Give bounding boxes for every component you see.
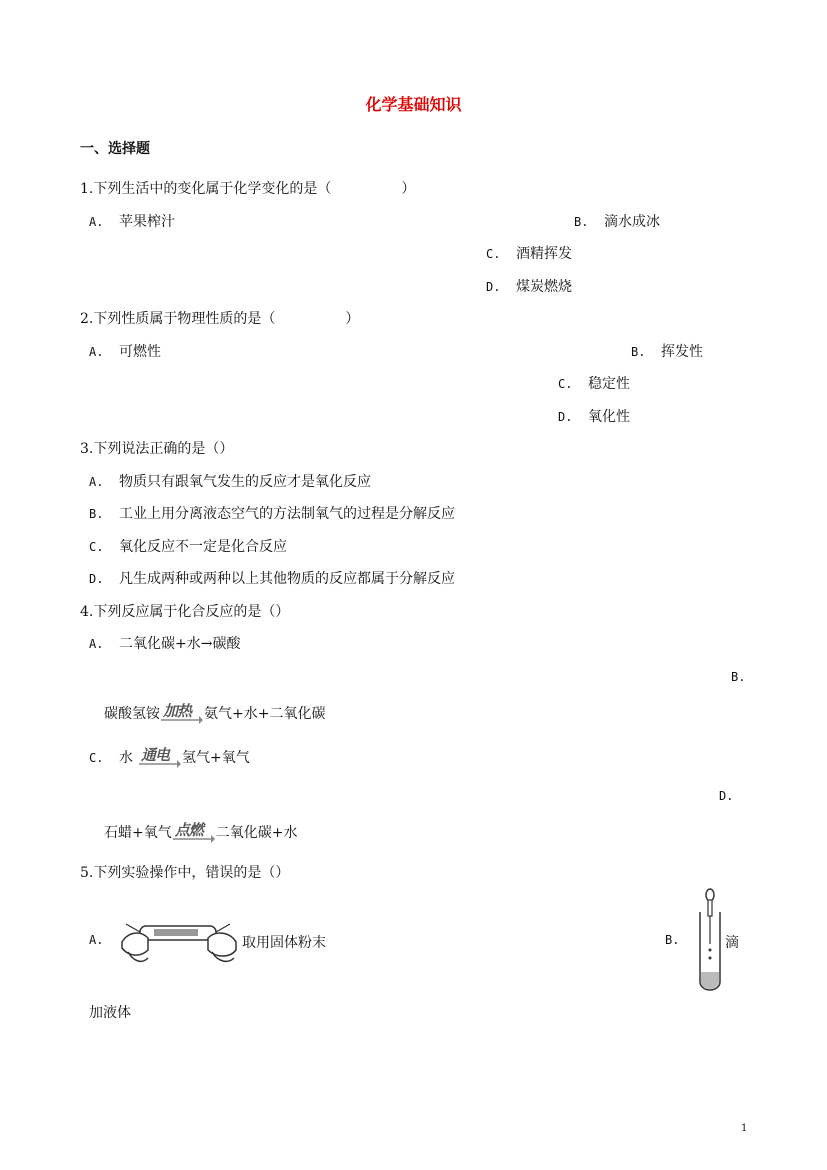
option-letter: C. xyxy=(89,540,104,554)
q5-option-b-text-2: 加液体 xyxy=(89,1005,131,1021)
option-text: 可燃性 xyxy=(119,344,161,360)
option-text: 物质只有跟氧气发生的反应才是氧化反应 xyxy=(119,474,371,490)
section-heading: 一、选择题 xyxy=(80,141,150,157)
option-letter: B. xyxy=(574,215,589,229)
option-letter: A. xyxy=(89,215,104,229)
page-title: 化学基础知识 xyxy=(365,95,462,114)
option-text: 滴水成冰 xyxy=(604,214,660,230)
q1-option-c[interactable] xyxy=(486,243,572,263)
heat-condition-arrow: 加热 xyxy=(161,702,203,724)
question-2-text: 2.下列性质属于物理性质的是（ ） xyxy=(80,311,360,327)
q4-option-b-letter[interactable]: B. xyxy=(731,670,746,684)
question-5-text: 5.下列实验操作中，错误的是（） xyxy=(80,865,290,881)
q2-option-a[interactable] xyxy=(89,341,161,361)
question-3-text: 3.下列说法正确的是（） xyxy=(80,441,234,457)
option-text: 煤炭燃烧 xyxy=(516,279,572,295)
option-letter: A. xyxy=(89,345,104,359)
option-text: 氧化反应不一定是化合反应 xyxy=(119,539,287,555)
q5-option-a-letter[interactable]: A. xyxy=(89,933,104,947)
option-text: 酒精挥发 xyxy=(516,246,572,262)
option-text: 氧化性 xyxy=(588,409,630,425)
test-tube-powder-image xyxy=(118,908,240,970)
arrow-icon xyxy=(173,835,215,843)
question-4-text: 4.下列反应属于化合反应的是（） xyxy=(80,604,290,620)
q4-option-c[interactable] xyxy=(89,746,250,768)
option-letter: A. xyxy=(89,637,104,651)
ignite-condition-arrow: 点燃 xyxy=(173,821,215,843)
q2-option-d[interactable] xyxy=(558,406,630,426)
option-text: 二氧化碳+水→碳酸 xyxy=(119,636,241,652)
q3-option-b[interactable] xyxy=(89,503,455,523)
q1-option-a[interactable] xyxy=(89,211,175,231)
option-letter: D. xyxy=(89,572,104,586)
reactant: 碳酸氢铵 xyxy=(104,706,160,722)
option-text: 稳定性 xyxy=(588,376,630,392)
q3-option-d[interactable] xyxy=(89,568,455,588)
option-letter: A. xyxy=(89,475,104,489)
arrow-icon xyxy=(139,760,181,768)
option-letter: C. xyxy=(558,377,573,391)
q5-option-a-text: 取用固体粉末 xyxy=(242,935,326,951)
arrow-icon xyxy=(161,716,203,724)
q4-option-b-equation xyxy=(104,702,325,724)
q5-option-b-text-1: 滴 xyxy=(725,935,739,951)
option-letter: B. xyxy=(89,507,104,521)
option-text: 工业上用分离液态空气的方法制氧气的过程是分解反应 xyxy=(119,506,455,522)
reactant: 水 xyxy=(119,750,133,766)
q3-option-c[interactable] xyxy=(89,536,287,556)
q1-option-b[interactable] xyxy=(574,211,660,231)
option-letter: C. xyxy=(89,751,104,765)
option-text: 凡生成两种或两种以上其他物质的反应都属于分解反应 xyxy=(119,571,455,587)
product: 二氧化碳+水 xyxy=(215,825,298,841)
q4-option-d-equation xyxy=(104,821,297,843)
page-number: 1 xyxy=(741,1123,748,1134)
question-1-text: 1.下列生活中的变化属于化学变化的是（ ） xyxy=(80,181,416,197)
q5-option-b-letter[interactable]: B. xyxy=(665,933,680,947)
option-text: 挥发性 xyxy=(661,344,703,360)
electric-condition-arrow: 通电 xyxy=(139,746,181,768)
q4-option-d-letter[interactable]: D. xyxy=(719,789,734,803)
option-letter: D. xyxy=(486,280,501,294)
option-text: 苹果榨汁 xyxy=(119,214,175,230)
q2-option-c[interactable] xyxy=(558,373,630,393)
q3-option-a[interactable] xyxy=(89,471,371,491)
option-letter: D. xyxy=(558,410,573,424)
q4-option-a[interactable] xyxy=(89,633,240,653)
product: 氢气+氧气 xyxy=(182,750,250,766)
product: 氨气+水+二氧化碳 xyxy=(204,706,326,722)
dropper-test-tube-image xyxy=(697,888,723,992)
q1-option-d[interactable] xyxy=(486,276,572,296)
reactant: 石蜡+氧气 xyxy=(104,825,172,841)
q2-option-b[interactable] xyxy=(631,341,703,361)
option-letter: B. xyxy=(631,345,646,359)
option-letter: C. xyxy=(486,247,501,261)
